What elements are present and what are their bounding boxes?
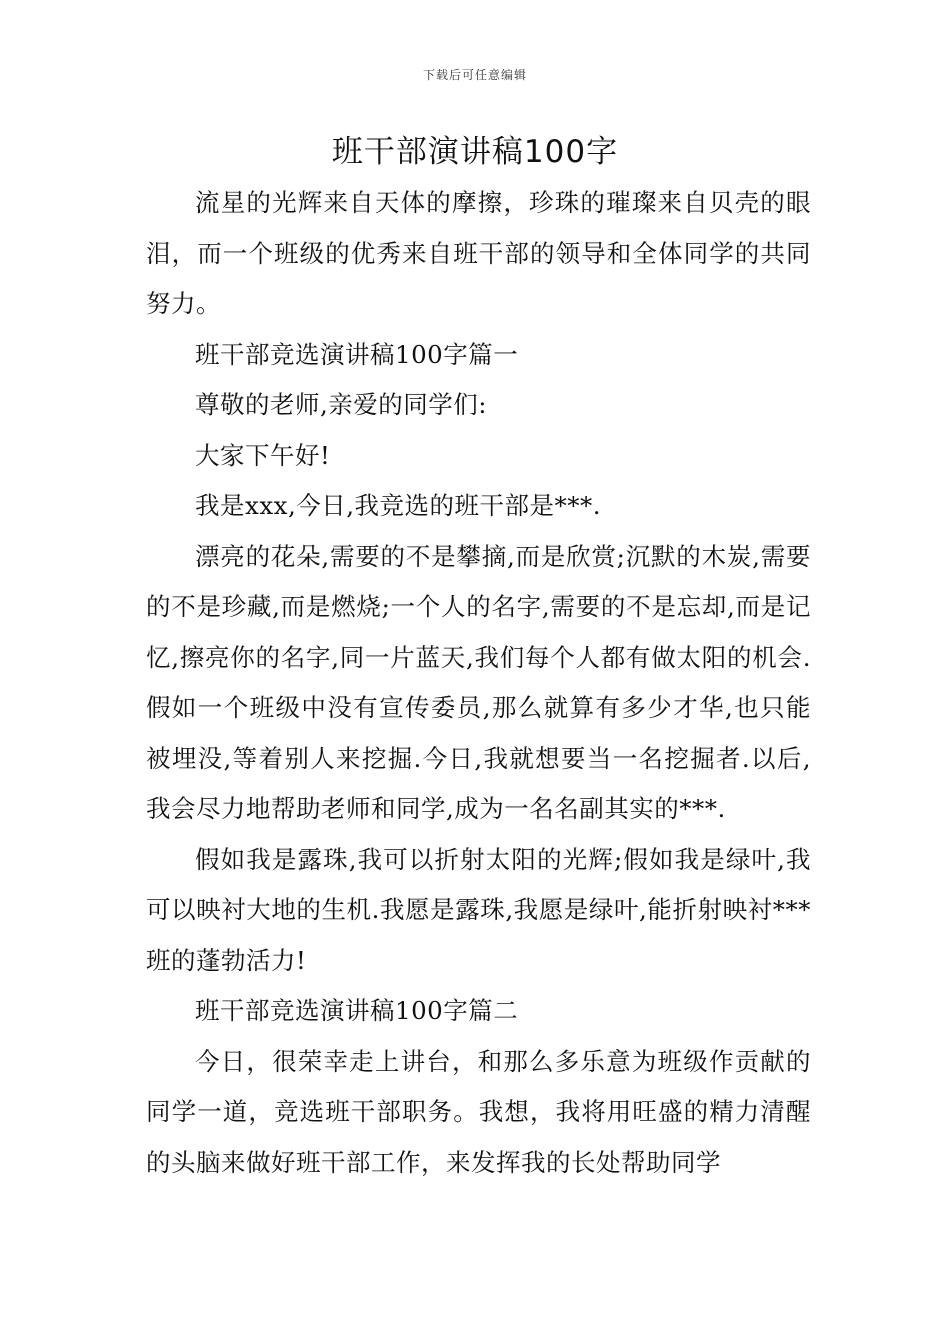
paragraph-body-1: 漂亮的花朵,需要的不是攀摘,而是欣赏;沉默的木炭,需要的不是珍藏,而是燃烧;一个人的名字,需要的不是忘却,而是记忆,擦亮你的名字,同一片蓝天,我们每个人都有做太阳的机会.假如一个班级中没有宣传委员,那么就算有多少才华,也只能被埋没,等着别人来挖掘.今日,我就想要当一名挖掘者.以后,我会尽力地帮助老师和同学,成为一名名副其实的***.: [146, 541, 811, 823]
document-title: 班干部演讲稿100字: [331, 134, 619, 170]
paragraph-self-intro: 我是xxx,今日,我竞选的班干部是***.: [195, 491, 602, 520]
document-body: [146, 178, 811, 1188]
paragraph-body-3: 今日，很荣幸走上讲台，和那么多乐意为班级作贡献的同学一道，竞选班干部职务。我想，我将用旺盛的精力清醒的头脑来做好班干部工作，来发挥我的长处帮助同学: [146, 1046, 811, 1177]
page-header-note: 下载后可任意编辑: [422, 68, 527, 82]
paragraph-salutation: 尊敬的老师,亲爱的同学们:: [195, 390, 488, 419]
paragraph-body-2: 假如我是露珠,我可以折射太阳的光辉;假如我是绿叶,我可以映衬大地的生机.我愿是露珠,我愿是绿叶,能折射映衬***班的蓬勃活力!: [146, 844, 811, 975]
paragraph-greeting: 大家下午好!: [195, 440, 331, 470]
paragraph-intro: 流星的光辉来自天体的摩擦，珍珠的璀璨来自贝壳的眼泪，而一个班级的优秀来自班干部的领导和全体同学的共同努力。: [146, 188, 811, 318]
section-heading-1: 班干部竞选演讲稿100字篇一: [195, 339, 519, 369]
section-heading-2: 班干部竞选演讲稿100字篇二: [195, 996, 519, 1025]
